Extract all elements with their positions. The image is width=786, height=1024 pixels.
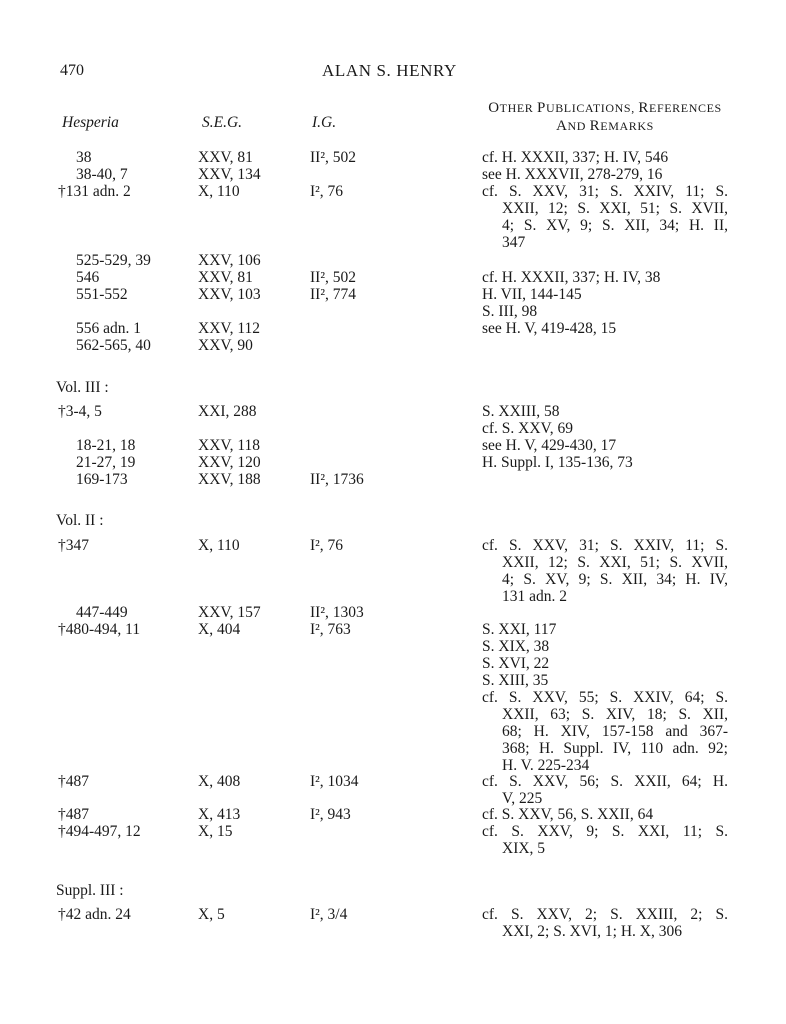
column-header-ig: I.G. bbox=[312, 114, 337, 131]
hesperia-reference: †487 bbox=[58, 806, 89, 823]
hesperia-reference: 546 bbox=[76, 269, 100, 286]
seg-reference: X, 110 bbox=[198, 537, 240, 554]
hesperia-reference: †42 adn. 24 bbox=[58, 906, 131, 923]
ig-reference: II², 774 bbox=[310, 286, 356, 303]
page-number: 470 bbox=[60, 62, 84, 79]
seg-reference: XXV, 118 bbox=[198, 437, 261, 454]
remarks-line: cf. S. XXV, 55; S. XXIV, 64; S. bbox=[482, 689, 728, 706]
remarks-line: 368; H. Suppl. IV, 110 adn. 92; bbox=[502, 740, 728, 757]
remarks-line: cf. S. XXV, 69 bbox=[482, 420, 573, 437]
seg-reference: XXV, 81 bbox=[198, 269, 253, 286]
remarks-line: H. Suppl. I, 135-136, 73 bbox=[482, 454, 633, 471]
remarks bbox=[482, 621, 728, 774]
remarks-line: cf. S. XXV, 31; S. XXIV, 11; S. bbox=[482, 537, 728, 554]
remarks bbox=[482, 773, 728, 807]
hesperia-reference: 18-21, 18 bbox=[76, 437, 136, 454]
remarks-line: H. V. 225-234 bbox=[502, 757, 590, 774]
hesperia-reference: 562-565, 40 bbox=[76, 337, 151, 354]
hesperia-reference: †3-4, 5 bbox=[58, 403, 102, 420]
remarks-line: cf. S. XXV, 31; S. XXIV, 11; S. bbox=[482, 183, 728, 200]
seg-reference: XXV, 188 bbox=[198, 471, 261, 488]
hesperia-reference: †480-494, 11 bbox=[58, 621, 141, 638]
seg-reference: XXV, 103 bbox=[198, 286, 261, 303]
seg-reference: X, 404 bbox=[198, 621, 241, 638]
ig-reference: I², 76 bbox=[310, 537, 344, 554]
ig-reference: I², 763 bbox=[310, 621, 351, 638]
seg-reference: X, 408 bbox=[198, 773, 241, 790]
ig-reference: II², 502 bbox=[310, 149, 356, 166]
remarks-line: see H. V, 429-430, 17 bbox=[482, 437, 617, 454]
remarks-line: XXII, 12; S. XXI, 51; S. XVII, bbox=[502, 554, 728, 571]
seg-reference: X, 15 bbox=[198, 823, 233, 840]
remarks bbox=[482, 806, 728, 823]
seg-reference: XXV, 120 bbox=[198, 454, 261, 471]
hesperia-reference: 447-449 bbox=[76, 604, 128, 621]
ig-reference: I², 76 bbox=[310, 183, 344, 200]
column-header-other-line2: AND REMARKS bbox=[556, 118, 654, 134]
hesperia-reference: 551-552 bbox=[76, 286, 128, 303]
remarks bbox=[482, 269, 728, 286]
remarks bbox=[482, 906, 728, 940]
ig-reference: II², 1736 bbox=[310, 471, 364, 488]
remarks-line: cf. S. XXV, 56, S. XXII, 64 bbox=[482, 806, 654, 823]
hesperia-reference: †487 bbox=[58, 773, 89, 790]
ig-reference: I², 943 bbox=[310, 806, 351, 823]
remarks bbox=[482, 454, 728, 471]
seg-reference: XXI, 288 bbox=[198, 403, 257, 420]
remarks-line: cf. S. XXV, 2; S. XXIII, 2; S. bbox=[482, 906, 728, 923]
section-heading: Vol. II : bbox=[56, 512, 104, 529]
remarks bbox=[482, 537, 728, 605]
remarks bbox=[482, 320, 728, 337]
ig-reference: I², 3/4 bbox=[310, 906, 348, 923]
hesperia-reference: 38 bbox=[76, 149, 92, 166]
remarks-line: S. XIII, 35 bbox=[482, 672, 549, 689]
ig-reference: I², 1034 bbox=[310, 773, 359, 790]
remarks-line: S. XVI, 22 bbox=[482, 655, 550, 672]
remarks-line: S. III, 98 bbox=[482, 303, 538, 320]
remarks-line: 347 bbox=[502, 234, 526, 251]
hesperia-reference: †131 adn. 2 bbox=[58, 183, 131, 200]
seg-reference: X, 413 bbox=[198, 806, 241, 823]
hesperia-reference: 38-40, 7 bbox=[76, 166, 128, 183]
remarks-line: 4; S. XV, 9; S. XII, 34; H. II, bbox=[502, 217, 728, 234]
remarks-line: cf. S. XXV, 56; S. XXII, 64; H. bbox=[482, 773, 728, 790]
column-header-seg: S.E.G. bbox=[202, 114, 243, 131]
column-header-other-publications bbox=[480, 99, 730, 135]
seg-reference: XXV, 90 bbox=[198, 337, 253, 354]
remarks bbox=[482, 149, 728, 166]
hesperia-reference: †494-497, 12 bbox=[58, 823, 141, 840]
hesperia-reference: 525-529, 39 bbox=[76, 252, 151, 269]
remarks bbox=[482, 183, 728, 251]
remarks-line: 68; H. XIV, 157-158 and 367- bbox=[502, 723, 728, 740]
remarks-line: XXII, 12; S. XXI, 51; S. XVII, bbox=[502, 200, 728, 217]
hesperia-reference: 169-173 bbox=[76, 471, 128, 488]
seg-reference: XXV, 81 bbox=[198, 149, 253, 166]
hesperia-reference: 21-27, 19 bbox=[76, 454, 136, 471]
remarks-line: XXII, 63; S. XIV, 18; S. XII, bbox=[502, 706, 728, 723]
column-header-other-line1: OTHER PUBLICATIONS, REFERENCES bbox=[488, 100, 722, 116]
column-header-hesperia: Hesperia bbox=[62, 114, 119, 131]
remarks-line: XXI, 2; S. XVI, 1; H. X, 306 bbox=[502, 923, 682, 940]
ig-reference: II², 502 bbox=[310, 269, 356, 286]
remarks-line: 4; S. XV, 9; S. XII, 34; H. IV, bbox=[502, 571, 728, 588]
remarks-line: H. VII, 144-145 bbox=[482, 286, 582, 303]
hesperia-reference: †347 bbox=[58, 537, 89, 554]
remarks-line: cf. H. XXXII, 337; H. IV, 38 bbox=[482, 269, 661, 286]
remarks-line: 131 adn. 2 bbox=[502, 588, 568, 605]
remarks-line: S. XXIII, 58 bbox=[482, 403, 560, 420]
remarks-line: see H. XXXVII, 278-279, 16 bbox=[482, 166, 663, 183]
remarks-line: S. XIX, 38 bbox=[482, 638, 550, 655]
running-head: ALAN S. HENRY bbox=[322, 61, 457, 80]
remarks bbox=[482, 403, 728, 437]
remarks bbox=[482, 166, 728, 183]
remarks bbox=[482, 823, 728, 857]
remarks bbox=[482, 437, 728, 454]
seg-reference: XXV, 112 bbox=[198, 320, 261, 337]
section-heading: Suppl. III : bbox=[56, 882, 124, 899]
remarks-line: cf. S. XXV, 9; S. XXI, 11; S. bbox=[482, 823, 728, 840]
seg-reference: XXV, 106 bbox=[198, 252, 261, 269]
seg-reference: X, 110 bbox=[198, 183, 240, 200]
seg-reference: XXV, 134 bbox=[198, 166, 261, 183]
remarks-line: XIX, 5 bbox=[502, 840, 546, 857]
remarks-line: see H. V, 419-428, 15 bbox=[482, 320, 617, 337]
remarks bbox=[482, 286, 728, 320]
seg-reference: XXV, 157 bbox=[198, 604, 261, 621]
remarks-line: cf. H. XXXII, 337; H. IV, 546 bbox=[482, 149, 669, 166]
remarks-line: V, 225 bbox=[502, 790, 543, 807]
seg-reference: X, 5 bbox=[198, 906, 225, 923]
ig-reference: II², 1303 bbox=[310, 604, 364, 621]
hesperia-reference: 556 adn. 1 bbox=[76, 320, 142, 337]
section-heading: Vol. III : bbox=[56, 379, 109, 396]
remarks-line: S. XXI, 117 bbox=[482, 621, 557, 638]
